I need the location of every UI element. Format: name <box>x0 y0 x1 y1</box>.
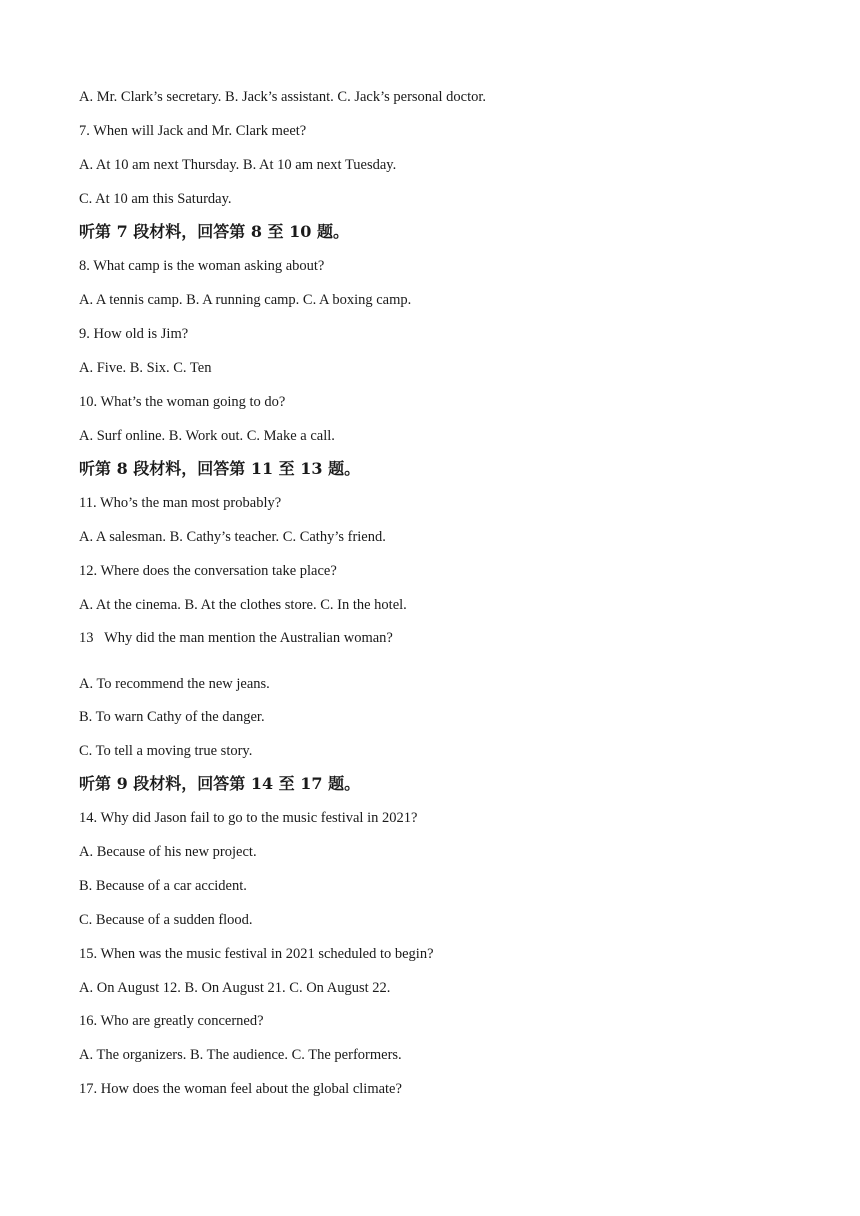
question-13: 13 Why did the man mention the Australian woman? <box>79 630 393 646</box>
section-heading-9: 听第 9 段材料，回答第 14 至 17 题。 <box>79 774 361 793</box>
question-17: 17. How does the woman feel about the global climate? <box>79 1081 402 1097</box>
answer-option-q13-a: A. To recommend the new jeans. <box>79 676 270 692</box>
question-8: 8. What camp is the woman asking about? <box>79 258 325 274</box>
answer-options-q7-ab: A. At 10 am next Thursday. B. At 10 am next Tuesday. <box>79 157 397 173</box>
question-10: 10. What’s the woman going to do? <box>79 394 286 410</box>
question-11: 11. Who’s the man most probably? <box>79 495 282 511</box>
question-14: 14. Why did Jason fail to go to the music festival in 2021? <box>79 810 418 826</box>
answer-option-q13-c: C. To tell a moving true story. <box>79 743 253 759</box>
answer-options-q9: A. Five. B. Six. C. Ten <box>79 360 212 376</box>
question-7: 7. When will Jack and Mr. Clark meet? <box>79 123 307 139</box>
answer-option-q7-c: C. At 10 am this Saturday. <box>79 191 232 207</box>
answer-options-q10: A. Surf online. B. Work out. C. Make a call. <box>79 428 335 444</box>
answer-options-q11: A. A salesman. B. Cathy’s teacher. C. Cathy’s friend. <box>79 529 386 545</box>
answer-options-q6: A. Mr. Clark’s secretary. B. Jack’s assistant. C. Jack’s personal doctor. <box>79 89 486 105</box>
answer-option-q14-b: B. Because of a car accident. <box>79 878 247 894</box>
answer-options-q8: A. A tennis camp. B. A running camp. C. A boxing camp. <box>79 292 412 308</box>
answer-options-q12: A. At the cinema. B. At the clothes store. C. In the hotel. <box>79 597 407 613</box>
answer-options-q16: A. The organizers. B. The audience. C. The performers. <box>79 1047 402 1063</box>
question-15: 15. When was the music festival in 2021 scheduled to begin? <box>79 946 434 962</box>
question-9: 9. How old is Jim? <box>79 326 189 342</box>
question-16: 16. Who are greatly concerned? <box>79 1013 264 1029</box>
question-12: 12. Where does the conversation take place? <box>79 563 337 579</box>
section-heading-7: 听第 7 段材料，回答第 8 至 10 题。 <box>79 222 349 241</box>
answer-option-q13-b: B. To warn Cathy of the danger. <box>79 709 265 725</box>
answer-option-q14-c: C. Because of a sudden flood. <box>79 912 253 928</box>
answer-option-q14-a: A. Because of his new project. <box>79 844 257 860</box>
section-heading-8: 听第 8 段材料，回答第 11 至 13 题。 <box>79 459 361 478</box>
answer-options-q15: A. On August 12. B. On August 21. C. On August 22. <box>79 980 391 996</box>
